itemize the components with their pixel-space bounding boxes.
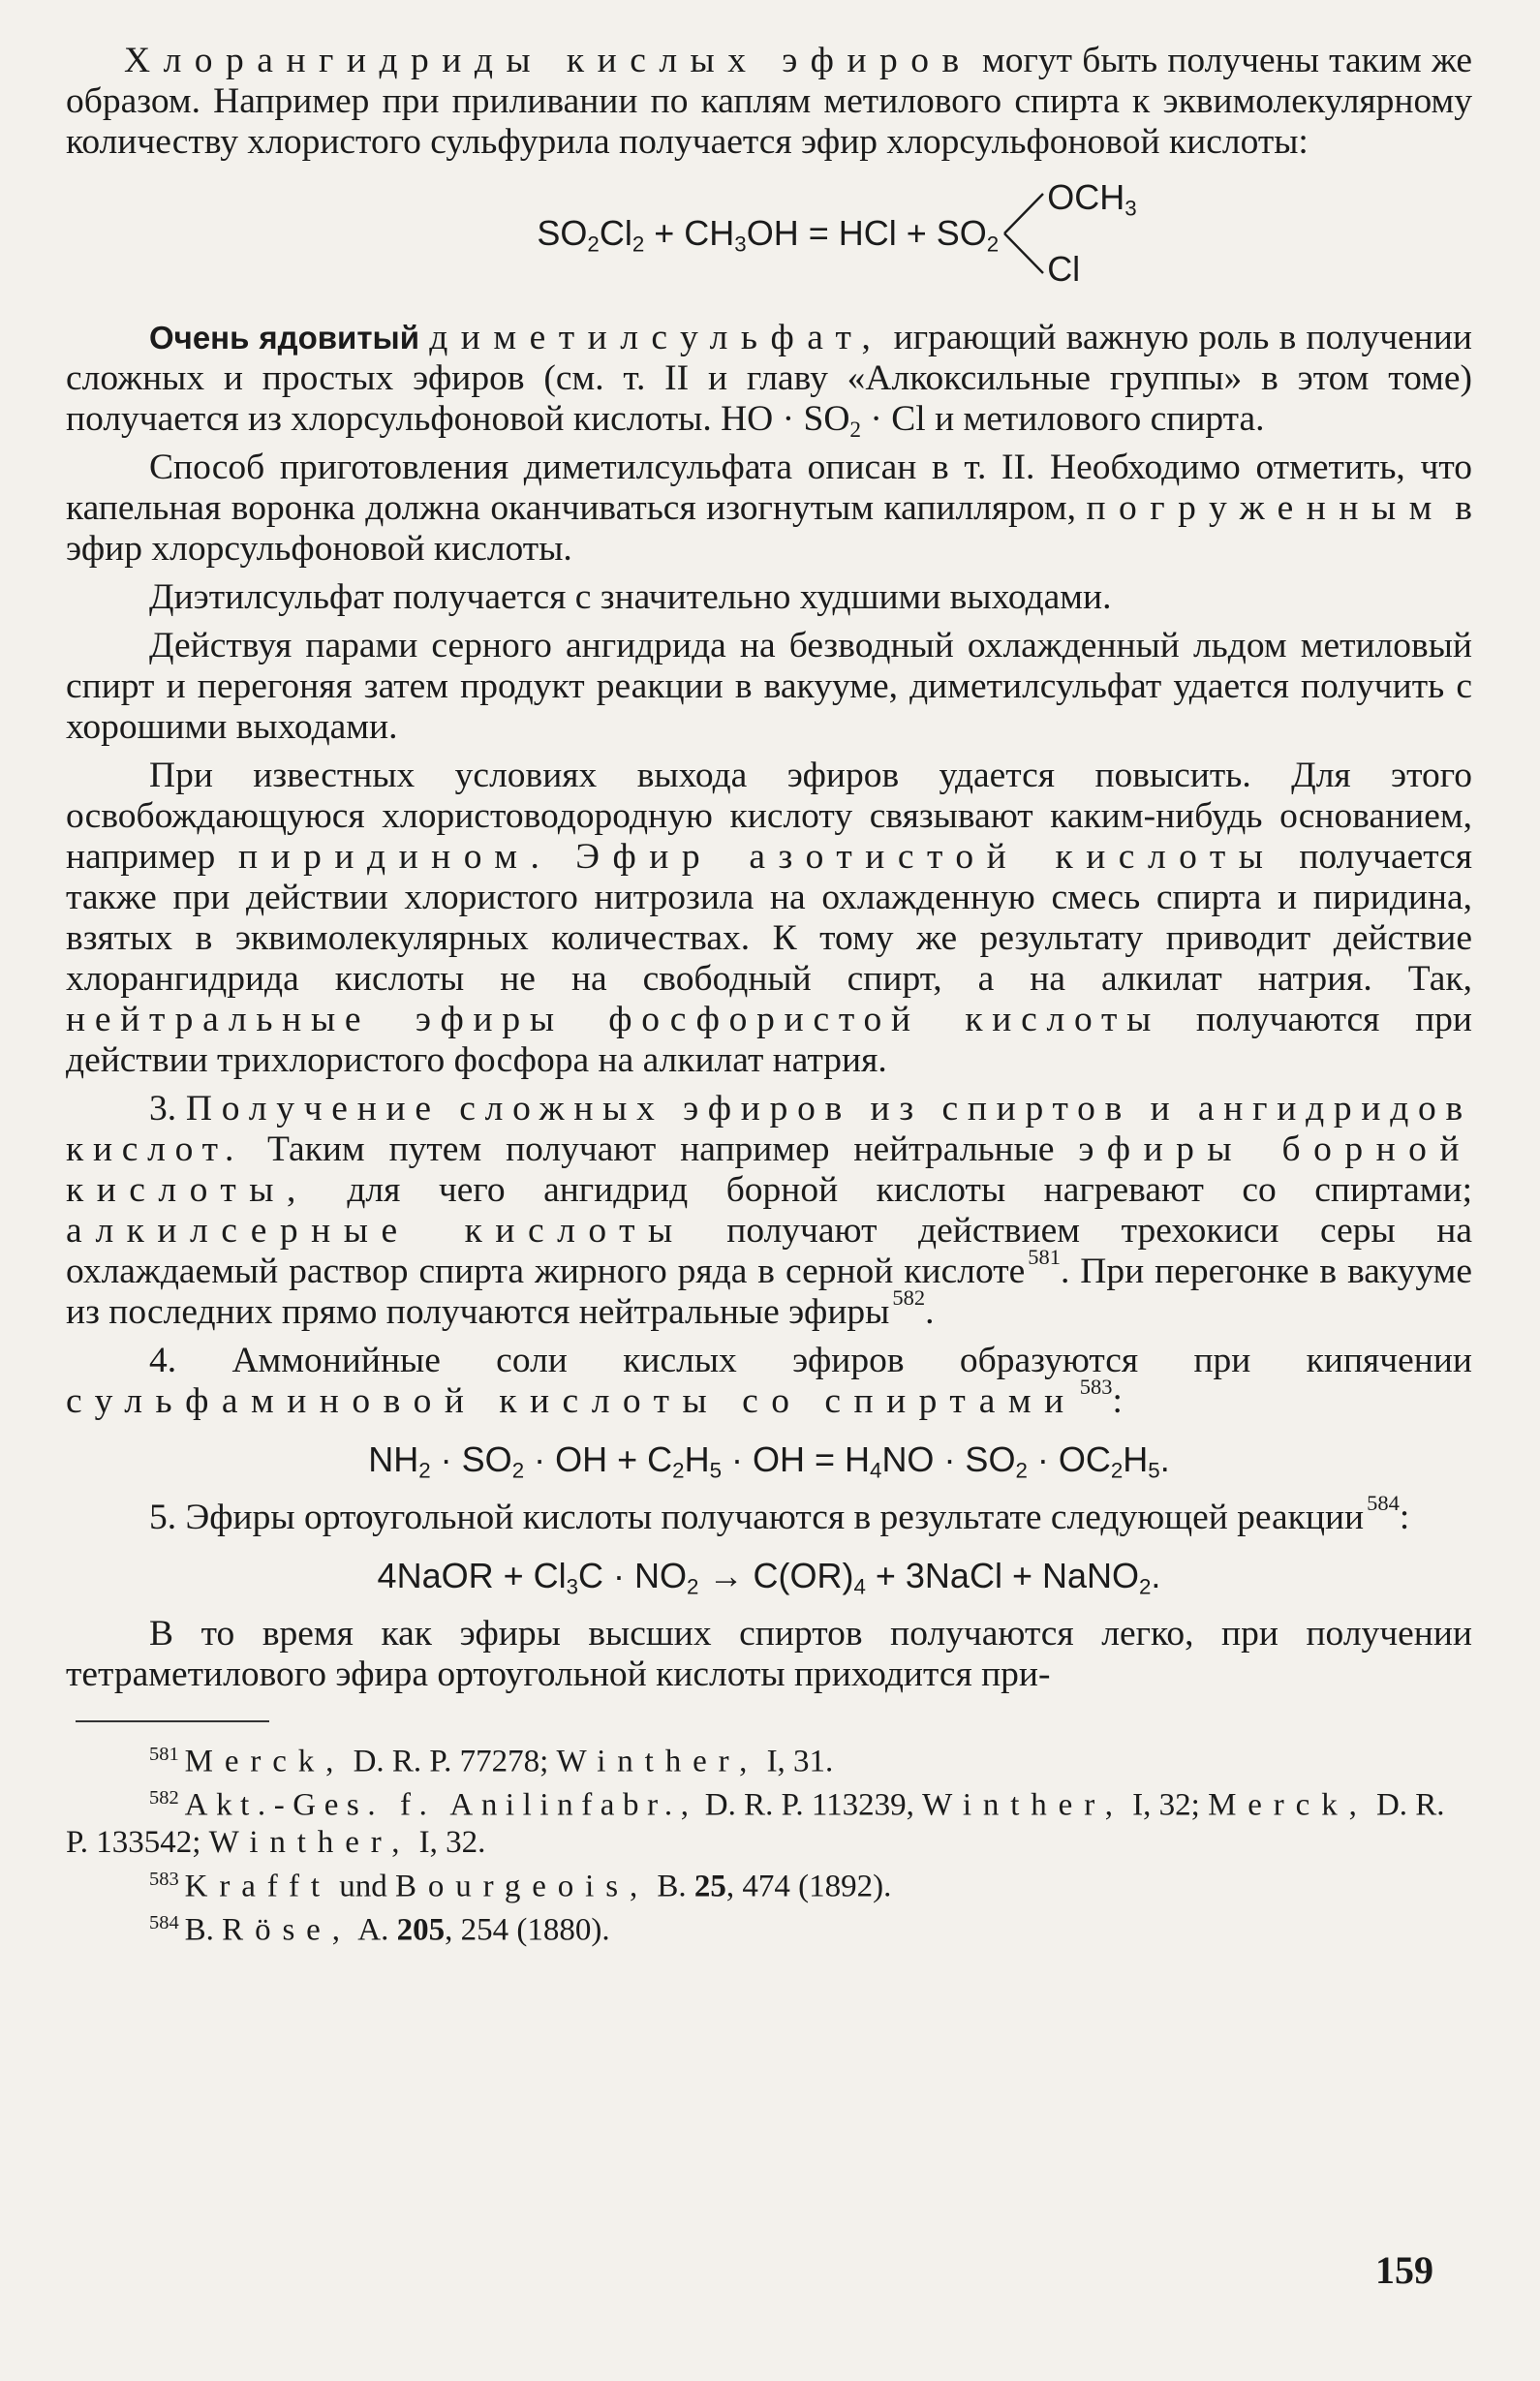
spaced-term: пиридином. [238, 837, 553, 877]
spaced-term: эфиры борной кислоты, [66, 1129, 1472, 1210]
equation-orthocarbonate: 4NaOR + $Cl_3C \cdot NO_2 \to C(OR)_4$ + 3NaCl + NaNO$_2$. [377, 1556, 1161, 1599]
paragraph-acid-ester-chlorides [66, 41, 1472, 163]
footnote-ref: 583 [1079, 1374, 1113, 1399]
footnote-581: $^{581}$ Merck, D. R. P. 77278; Winther, I, 31. [149, 1744, 834, 1779]
spaced-heading: Получение сложных эфиров из спиртов и ангидридов кислот. [66, 1089, 1473, 1169]
footnote-583: $^{583}$ Krafft und Bourgeois, B. 25, 474 (1892). [149, 1868, 892, 1903]
branch-bonds [1001, 180, 1047, 287]
spaced-term: погруженным [1086, 488, 1445, 528]
footnote-ref: 581 [1028, 1244, 1061, 1269]
footnote-584: $^{584}$ B. Röse, A. 205, 254 (1880). [149, 1911, 610, 1947]
paragraph-item-5: 5. Эфиры ортоугольной кислоты получаются в результате следующей реакции $^{584}$: [149, 1490, 1410, 1537]
paragraph-item-3: 3. Получение сложных эфиров из спиртов и ангидридов кислот. Таким путем получают например нейтральные эфиры борной кислоты, для чего ангидрид борной кислоты нагревают со спиртами; алкилсерные кислоты получают действием трехокиси серы на охлаждаемый раствор спирта жирного ряда в серной кислоте $^{581}$. При перегонке в вакууме из последних прямо получаются нейтральные эфиры $^{582}$. [66, 1089, 1473, 1332]
spaced-term: сульфаминовой кислоты со спиртами [66, 1381, 1077, 1421]
footnote-divider [76, 1720, 269, 1722]
paragraph-preparation-method: Способ приготовления диметилсульфата описан в т. II. Необходимо отметить, что капельная воронка должна оканчиваться изогнутым капилляром, погруженным в эфир хлорсульфоновой кислоты. [66, 448, 1472, 569]
equation-lhs: $SO_2Cl_2 + CH_3OH$ = HCl + $SO_2$ [537, 213, 1000, 257]
footnote-ref: 582 [892, 1284, 926, 1310]
paragraph-sulfuric-anhydride: Действуя парами серного ангидрида на безводный охлажденный льдом метиловый спирт и перегоняя затем продукт реакции в вакууме, диметилсульфат удается получить с хорошими выходами. [66, 626, 1472, 747]
paragraph-diethyl-sulfate: Диэтилсульфат получается с значительно худшими выходами. [149, 577, 1112, 617]
spaced-term: диметилсульфат, [429, 318, 884, 357]
spaced-term: нейтральные эфиры фосфористой кислоты [66, 1000, 1161, 1039]
spaced-term: Эфир азотистой кислоты [575, 837, 1277, 877]
paragraph-dimethyl-sulfate: Очень ядовитый диметилсульфат, играющий важную роль в получении сложных и простых эфиров (см. т. II и главу «Алкоксильные группы» в этом томе) получается из хлорсульфоновой кислоты. HO · $SO_2 \cdot Cl$ и метилового спирта. [66, 318, 1473, 443]
page-body [66, 41, 1472, 1948]
equation-sulfamic-ester: $NH_2 \cdot SO_2$ · OH + $C_2H_5$ · OH = $H_4NO \cdot SO_2 \cdot OC_2H_5$. [368, 1439, 1170, 1483]
spaced-term: Хлорангидриды кислых эфиров [124, 41, 972, 80]
equation-chlorosulfonic-ester [201, 170, 1472, 296]
footnote-ref: 584 [1367, 1490, 1400, 1515]
substituent-och3: $OCH_3$ [1047, 177, 1137, 221]
spaced-term: алкилсерные кислоты [66, 1211, 686, 1251]
footnote-582: $^{582}$ Akt.-Ges. f. Anilinfabr., D. R. P. 113239, Winther, I, 32; Merck, D. R. P. 133542; Winther, I, 32. [66, 1787, 1445, 1860]
substituent-cl: Cl [1047, 249, 1081, 289]
page-number: 159 [1375, 2248, 1433, 2292]
paragraph-item-4: 4. Аммонийные соли кислых эфиров образуются при кипячении сульфаминовой кислоты со спиртами $^{583}$: [66, 1341, 1472, 1421]
paragraph-yield-improvement: При известных условиях выхода эфиров удается повысить. Для этого освобождающуюся хлористоводородную кислоту связывают каким-нибудь основанием, например пиридином. Эфир азотистой кислоты получается также при действии хлористого нитрозила на охлажденную смесь спирта и пиридина, взятых в эквимолекулярных количествах. К тому же результату приводит действие хлорангидрида кислоты не на свободный спирт, а на алкилат натрия. Так, нейтральные эфиры фосфористой кислоты получаются при действии трихлористого фосфора на алкилат натрия. [66, 756, 1472, 1080]
branch-substituents [1047, 177, 1136, 290]
paragraph-text: могут быть получены таким же образом. Например при приливании по каплям метилового спирта к эквимолекулярному количеству хлористого сульфурила получается эфир хлорсульфоновой кислоты: [66, 41, 1473, 162]
paragraph-higher-alcohols: В то время как эфиры высших спиртов получаются легко, при получении тетраметилового эфира ортоугольной кислоты приходится при- [66, 1614, 1472, 1694]
bold-warning: Очень ядовитый [149, 320, 419, 356]
